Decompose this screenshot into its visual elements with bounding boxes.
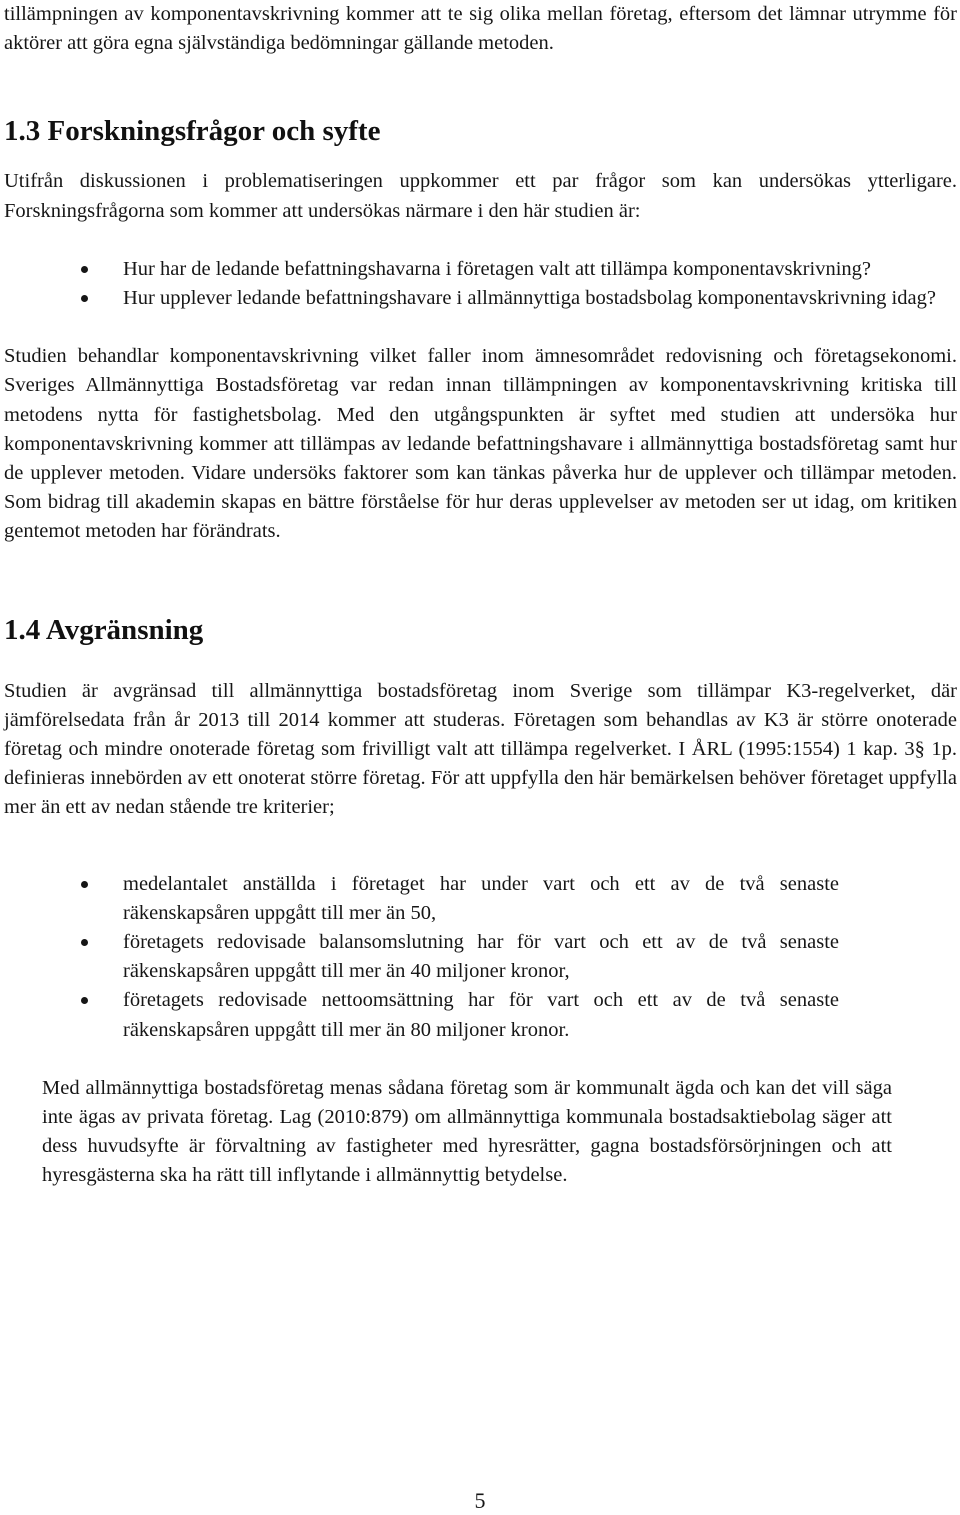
criteria-list (4, 870, 957, 1045)
list-item (4, 284, 957, 313)
page-number: 5 (474, 1488, 486, 1513)
list-item (4, 255, 957, 284)
bullet-icon (81, 266, 88, 273)
list-item (4, 870, 839, 928)
section-heading-1-3: 1.3 Forskningsfrågor och syfte (4, 115, 381, 148)
delimitation-paragraph: Studien är avgränsad till allmännyttiga bostadsföretag inom Sverige som tillämpar K3-regelverket, där jämförelsedata från år 2013 till 2014 kommer att studeras. Företagen som behandlas av K3 är större onoterade företag och mindre onoterade företag som frivilligt valt att tillämpa regelverket. I ÅRL (1995:1554) 1 kap. 3§ 1p. definieras innebörden av ett onoterat större företag. För att uppfylla den här bemärkelsen behöver företaget uppfylla mer än ett av nedan stående tre kriterier; (4, 679, 957, 819)
research-questions-list (4, 255, 957, 313)
question-text: Hur upplever ledande befattningshavare i allmännyttiga bostadsbolag komponentavskrivning idag? (123, 287, 936, 310)
list-item (4, 986, 839, 1044)
purpose-paragraph: Studien behandlar komponentavskrivning vilket faller inom ämnesområdet redovisning och företagsekonomi. Sveriges Allmännyttiga Bostadsföretag var redan innan tillämpningen av komponentavskrivning kritiska till metodens nytta för fastighetsbolag. Med den utgångspunkten är syftet med studien att undersöka hur komponentavskrivning kommer att tillämpas av ledande befattningshavare i allmännyttiga bostadsföretag samt hur de upplever metoden. Vidare undersöks faktorer som kan tänkas påverka hur de upplever och tillämpar metoden. Som bidrag till akademin skapas en bättre förståelse för hur deras upplevelser av metoden ser ut idag, om kritiken gentemot metoden har förändrats. (4, 345, 957, 543)
closing-paragraph: Med allmännyttiga bostadsföretag menas sådana företag som är kommunalt ägda och kan det vill säga inte ägas av privata företag. Lag (2010:879) om allmännyttiga kommunala bostadsaktiebolag säger att dess huvudsyfte är förvaltning av fastigheter med hyresrätter, gagna bostadsförsörjningen och att hyresgästerna ska ha rätt till inflytande i allmännyttig betydelse. (42, 1076, 892, 1187)
bullet-icon (81, 997, 88, 1004)
question-text: Hur har de ledande befattningshavarna i företagen valt att tillämpa komponentavskrivning? (123, 257, 871, 280)
section-heading-1-4: 1.4 Avgränsning (4, 613, 204, 646)
criterion-text: företagets redovisade balansomslutning har för vart och ett av de två senaste räkenskapsåren uppgått till mer än 40 miljoner kronor, (123, 931, 839, 983)
intro-paragraph: tillämpningen av komponentavskrivning kommer att te sig olika mellan företag, eftersom det lämnar utrymme för aktörer att göra egna självständiga bedömningar gällande metoden. (4, 3, 957, 55)
bullet-icon (81, 295, 88, 302)
criterion-text: medelantalet anställda i företaget har under vart och ett av de två senaste räkenskapsåren uppgått till mer än 50, (123, 872, 839, 924)
document-page (4, 0, 957, 1191)
bullet-icon (81, 939, 88, 946)
bullet-icon (81, 881, 88, 888)
criterion-text: företagets redovisade nettoomsättning har för vart och ett av de två senaste räkenskapsåren uppgått till mer än 80 miljoner kronor. (123, 989, 839, 1041)
research-questions-lead: Utifrån diskussionen i problematiseringen uppkommer ett par frågor som kan undersökas ytterligare. Forskningsfrågorna som kommer att undersökas närmare i den här studien är: (4, 170, 957, 222)
list-item (4, 928, 839, 986)
